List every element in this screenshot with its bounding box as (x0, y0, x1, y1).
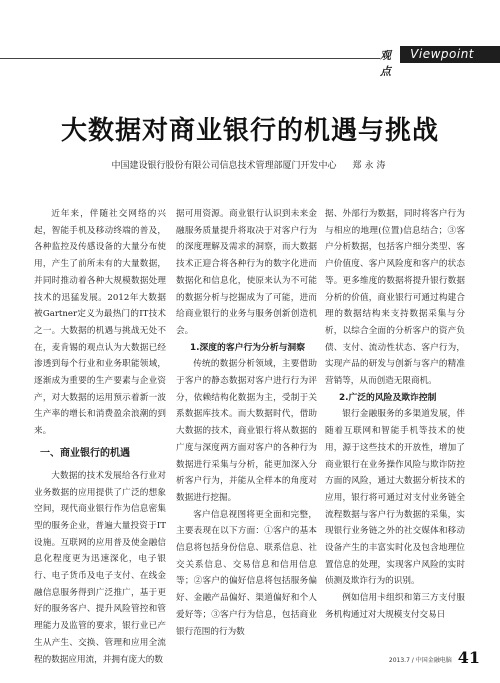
byline (0, 158, 500, 171)
body-paragraph: 例如信用卡组织和第三方支付服务机构通过对大规模支付交易日 (325, 593, 465, 620)
page-number: 41 (457, 648, 480, 667)
article-title: 大数据对商业银行的机遇与挑战 (60, 116, 439, 146)
page-footer (0, 648, 480, 667)
subsection-heading: 1.深度的客户行为分析与洞察 (190, 342, 306, 353)
section-heading: 一、商业银行的机遇 (40, 447, 130, 459)
text-column-1 (34, 206, 166, 668)
body-paragraph: 据可用资源。商业银行认识到未来金融服务质量提升将取决于对客户行为的深度理解及需求的洞察，而大数据技术正迎合将各种行为的数字化进而数据化和信息化，使原来认为不可能的数据分析与挖掘成为了可能，进而给商业银行的业务与服务创新创造机会。 (176, 209, 317, 336)
body-paragraph: 客户信息视图将更全面和完整，主要表现在以下方面：①客户的基本信息将包括身份信息、联系信息、社交关系信息、交易信息和信用信息等；②客户的偏好信息将包括服务偏好、金融产品偏好、渠道偏好和个人爱好等；③客户行为信息，包括商业银行范围的行为数 (176, 509, 317, 637)
text-column-2 (176, 206, 317, 640)
section-label-cn: 观点 (380, 49, 391, 78)
author-name: 郑永涛 (352, 161, 389, 171)
body-paragraph: 银行金融服务的多渠道发展，伴随着互联网和智能手机等技术的使用，源于这些技术的开放性，增加了商业银行在业务操作风险与欺诈防控方面的风险，通过大数据分析技术的应用，银行将可通过对支付业务链全流程数据与客户行为数据的采集，实现银行业务链之外的社交媒体和移动设备产生的丰富实时化及包含地理位置信息的处理，实现客户风险的实时侦测及欺诈行为的识别。 (325, 409, 465, 587)
section-label-en: Viewpoint (400, 46, 500, 63)
text-column-3 (325, 206, 465, 624)
body-paragraph: 传统的数据分析领域，主要借助于客户的静态数据对客户进行行为评分，依赖结构化数据为主，受制于关系数据库技术。而大数据时代，借助大数据的技术，商业银行将从数据的广度与深度两方面对客户的各种行为数据进行采集与分析，能更加深入分析客户行为，并能从全样本的角度对数据进行挖掘。 (176, 359, 317, 503)
body-paragraph: 近年来，伴随社交网络的兴起，智能手机及移动终端的普及，各种监控及传感设备的大量分布使用，产生了前所未有的大量数据，并同时推动着各种大规模数据处理技术的迅猛发展。2012年大数据被Gartner定义为最热门的IT技术之一。大数据的机遇与挑战无处不在，麦肯锡的观点认为大数据已经渗透到每个行业和业务职能领域，逐渐成为重要的生产要素与企业资产，对大数据的运用预示着新一波生产率的增长和消费盈余浪潮的到来。 (34, 209, 166, 437)
author-affiliation: 中国建设银行股份有限公司信息技术管理部厦门开发中心 (111, 161, 337, 171)
body-paragraph: 据、外部行为数据，同时将客户行为与相应的地理(位置)信息结合；③客户分析数据，包括客户细分类型、客户价值度、客户风险度和客户的状态等。更多维度的数据将提升银行数据分析的价值，商业银行可通过构建合理的数据结构来支持数据采集与分析，以综合全面的分析客户的资产负债、支付、流动性状态、客户行为，实现产品的研发与创新与客户的精准营销等，从而创造无限商机。 (325, 209, 465, 387)
section-tag (380, 46, 500, 78)
subsection-heading: 2.广泛的风险及欺诈控制 (339, 392, 437, 403)
body-paragraph: 大数据的技术发展给各行业对业务数据的应用提供了广泛的想象空间，现代商业银行作为信息密集型的服务企业，普遍大量投资于IT设施。互联网的应用普及使金融信息化程度更为迅速深化，电子银行、电子货币及电子支付、在线金融信息服务得到广泛推广，基于更好的服务客户、提升风险管控和管理能力及监管的要求，银行业已产生从产生、交换、管理和应用全流程的数据应用流，并拥有庞大的数 (34, 470, 166, 665)
header-rule (0, 58, 380, 59)
journal-issue: 2013.7 / 中国金融电脑 (388, 657, 452, 664)
